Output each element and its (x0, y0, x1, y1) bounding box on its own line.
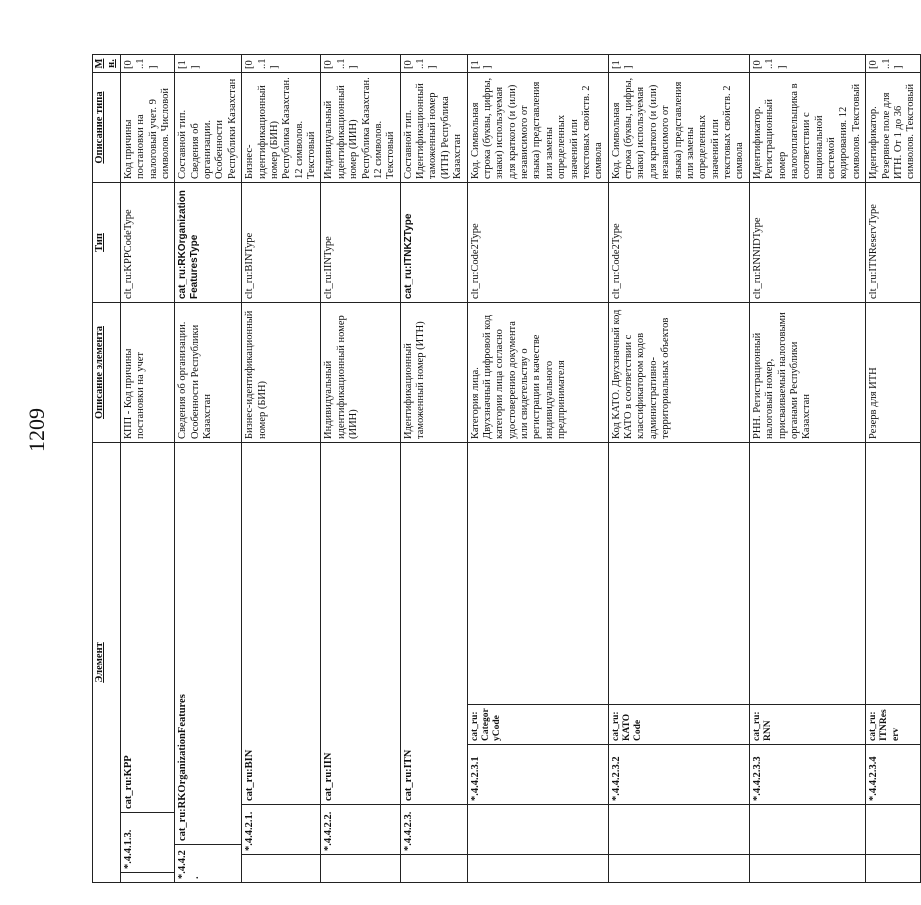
multiplicity: [0..1] (866, 55, 921, 73)
indent-cell (750, 804, 865, 854)
multiplicity: [1] (608, 55, 749, 73)
element-spacer (609, 443, 749, 704)
element-description: РНН. Регистрационный налоговый номер, присваиваемый налоговыми органами Республики Казахстан (749, 303, 865, 443)
header-element: Элемент (93, 443, 121, 883)
indent-cell (866, 854, 920, 882)
element-type: clt_ru:Code2Type (608, 183, 749, 303)
type-description: Составной тип. Сведения об организации. Особенности Республики Казахстан (175, 73, 242, 183)
element-name: cat_ru:KATOCode (609, 704, 749, 744)
element-number: *.4.4.2.2. (321, 804, 399, 854)
table-row (321, 55, 400, 883)
indent-cell (609, 854, 749, 882)
table-header-row (93, 55, 121, 883)
element-description: КПП - Код причины постановки на учет (120, 303, 175, 443)
element-name: cat_ru:BIN (244, 749, 256, 801)
table-row (467, 55, 608, 883)
element-description: Идентификационный таможенный номер (ИТН) (400, 303, 467, 443)
element-type: cat_ru:RKOrganizationFeaturesType (175, 183, 242, 303)
header-type: Тип (93, 183, 121, 303)
element-name: cat_ru:RNN (750, 704, 865, 744)
multiplicity: [1] (175, 55, 242, 73)
element-cell (608, 443, 749, 883)
page-number: 1209 (24, 408, 49, 452)
indent-cell (401, 854, 467, 882)
element-cell (866, 443, 921, 883)
table-row (242, 55, 321, 883)
element-number: *.4.4.2.3.2 (609, 744, 749, 804)
element-number: *.4.4.2.3.3 (750, 744, 865, 804)
element-spacer (866, 443, 920, 704)
element-type: clt_ru:IINType (321, 183, 400, 303)
table-row (400, 55, 467, 883)
type-description: Код. Символьная строка (буквы, цифры, знаки) используемая для краткого (и (или) независимого от языка) представления или замены определенных значений или текстовых свойств. 2 символа (608, 73, 749, 183)
element-name: cat_ru:IIN (323, 752, 335, 801)
type-description: Индивидуальный идентификационный номер (ИИН) Республика Казахстан. 12 символов. Текстовый (321, 73, 400, 183)
indent-cell (321, 854, 399, 882)
element-spacer (468, 443, 608, 704)
element-table (92, 54, 921, 883)
multiplicity: [0..1] (749, 55, 865, 73)
table-row (175, 55, 242, 883)
header-type-description: Описание типа (93, 73, 121, 183)
element-cell (467, 443, 608, 883)
element-description: Категория лица. Двухзначный цифровой код категории лица согласно удостоверению документа или свидетельству о регистрации в качестве индивидуального предпринимателя (467, 303, 608, 443)
type-description: Код. Символьная строка (буквы, цифры, знаки) используемая для краткого (и (или) независимого от языка) представления или замены определенных значений или текстовых свойств. 2 символа (467, 73, 608, 183)
element-spacer (750, 443, 865, 704)
element-description: Резерв для ИТН (866, 303, 921, 443)
multiplicity: [0..1] (400, 55, 467, 73)
indent-cell (121, 872, 175, 882)
type-description: Составной тип. Идентификационный таможенный номер (ИТН) Республика Казахстан (400, 73, 467, 183)
element-number: *.4.4.2. (175, 844, 241, 882)
multiplicity: [0..1] (321, 55, 400, 73)
element-type: clt_ru:RNNIDType (749, 183, 865, 303)
element-cell (120, 443, 175, 883)
type-description: Идентификатор. Резервное поле для ИТН. От 1 до 36 символов. Текстовый (866, 73, 921, 183)
header-mn: Мн. (93, 55, 121, 73)
element-cell (400, 443, 467, 883)
element-name: cat_ru:KPP (122, 755, 134, 809)
multiplicity: [0..1] (120, 55, 175, 73)
element-name: cat_ru:CategoryCode (468, 704, 608, 744)
element-cell (242, 443, 321, 883)
element-cell (749, 443, 865, 883)
type-description: Бизнес-идентификационный номер (БИН) Республика Казахстан. 12 символов. Текстовый (242, 73, 321, 183)
multiplicity: [1] (467, 55, 608, 73)
element-name: cat_ru:RKOrganizationFeatures (177, 694, 189, 841)
indent-cell (750, 854, 865, 882)
element-cell (175, 443, 242, 883)
multiplicity: [0..1] (242, 55, 321, 73)
element-description: Сведения об организации. Особенности Республики Казахстан (175, 303, 242, 443)
table-row (608, 55, 749, 883)
indent-cell (242, 854, 320, 882)
element-number: *.4.4.2.3.4 (866, 744, 920, 804)
element-description: Индивидуальный идентификационный номер (ИИН) (321, 303, 400, 443)
element-type: cat_ru:ITNKZType (400, 183, 467, 303)
element-type: clt_ru:BINType (242, 183, 321, 303)
element-name: cat_ru:ITN (402, 749, 414, 801)
document-table-sheet (92, 55, 917, 883)
indent-cell (468, 804, 608, 854)
element-number: *.4.4.2.3.1 (468, 744, 608, 804)
table-row (866, 55, 921, 883)
indent-cell (609, 804, 749, 854)
type-description: Идентификатор. Регистрационный номер налогоплательщика в соответствии с национальной системой кодирования. 12 символов. Текстовый (749, 73, 865, 183)
type-description: Код причины постановки на налоговый учет. 9 символов. Числовой (120, 73, 175, 183)
element-type: clt_ru:ITNReservType (866, 183, 921, 303)
element-name: cat_ru:ITNReserv (866, 704, 920, 744)
indent-cell (866, 804, 920, 854)
table-row (120, 55, 175, 883)
element-number: *.4.4.2.3. (401, 804, 467, 854)
element-cell (321, 443, 400, 883)
header-description: Описание элемента (93, 303, 121, 443)
element-description: Бизнес-идентификационный номер (БИН) (242, 303, 321, 443)
table-row (749, 55, 865, 883)
element-type: clt_ru:KPPCodeType (120, 183, 175, 303)
element-number: *.4.4.2.1. (242, 804, 320, 854)
element-description: Код КАТО. Двухзначный код КАТО в соответствии с классификатором кодов административно-территориальных объектов (608, 303, 749, 443)
element-type: clt_ru:Code2Type (467, 183, 608, 303)
element-number: *.4.4.1.3. (121, 812, 175, 872)
indent-cell (468, 854, 608, 882)
